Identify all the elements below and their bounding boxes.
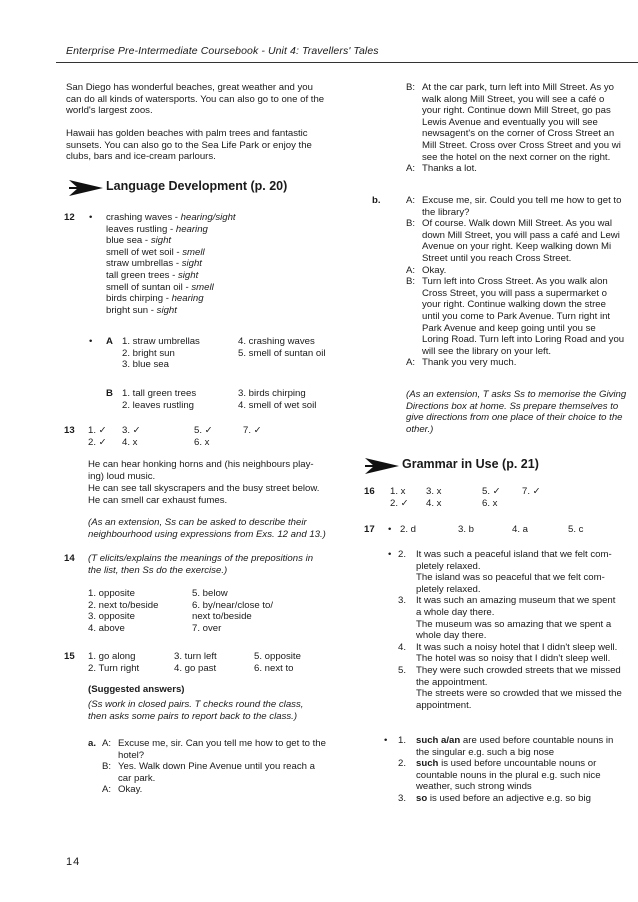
dialogue-line: At the car park, turn left into Mill Street. As yo (422, 82, 614, 93)
suggested-answers-label: (Suggested answers) (88, 684, 185, 695)
teacher-note: Directions box at home. Ss prepare themselves to (406, 400, 619, 412)
answer-item: 5. smell of suntan oil (238, 347, 326, 359)
answer-item: 6. by/near/close to/ (192, 599, 274, 611)
grammar-rule: so is used before an adjective e.g. so big (416, 793, 591, 804)
teacher-note: (Ss work in closed pairs. T checks round the class, (88, 699, 304, 710)
dialogue-line: Yes. Walk down Pine Avenue until you reach a (118, 761, 315, 773)
grammar-keyword: so (416, 793, 428, 804)
dialogue-line: Okay. (118, 784, 143, 796)
speaker-label: A: (406, 264, 416, 276)
bullet: • (384, 735, 388, 746)
answer-paragraph: He can see tall skyscrapers and the busy street below. (88, 483, 320, 494)
sense-list-item: leaves rustling - hearing (106, 223, 208, 235)
dialogue-line: Of course. Walk down Mill Street. As you wal (422, 218, 612, 230)
bullet: • (89, 336, 93, 347)
sense-list-item: straw umbrellas - sight (106, 258, 202, 270)
section-arrow-icon (364, 456, 400, 476)
intro-paragraph: world's largest zoos. (66, 105, 153, 117)
grammar-rule: the singular e.g. such a big nose (416, 746, 555, 758)
item-number: 2. (398, 758, 407, 770)
check-answer: 3. x (426, 486, 442, 497)
answer-paragraph: He can smell car exhaust fumes. (88, 494, 228, 506)
speaker-label: A: (102, 784, 112, 796)
check-answer: 6. x (194, 437, 210, 448)
speaker-label: A: (406, 163, 416, 175)
answer-item: 3. opposite (88, 611, 135, 623)
dialogue-line: Turn left into Cross Street. As you walk alon (422, 276, 608, 288)
exercise-number: 14 (64, 553, 75, 564)
section-title-language-development: Language Development (p. 20) (106, 179, 288, 193)
answer-sentence: whole day there. (416, 630, 487, 642)
answer-item: 3. turn left (174, 651, 217, 662)
dialogue-line: Thanks a lot. (422, 163, 477, 175)
grammar-keyword: such (416, 758, 439, 770)
answer-sentence: It was such a noisy hotel that I didn't sleep well. (416, 641, 618, 653)
running-header: Enterprise Pre-Intermediate Coursebook - Unit 4: Travellers' Tales (66, 45, 379, 57)
teacher-note: the list, then Ss do the exercise.) (88, 564, 228, 576)
dialogue-line: Mill Street. Cross over Cross Street and you wi (422, 140, 621, 151)
teacher-note: give directions from one place of their choice to the (406, 412, 623, 424)
dialogue-line: Avenue on your right. Keep walking down Mi (422, 241, 612, 253)
dialogue-line: see the hotel on the next corner on the right. (422, 151, 611, 163)
check-answer: 7. ✓ (243, 425, 262, 436)
sense-list-item: blue sea - sight (106, 235, 172, 247)
speaker-label: A: (102, 738, 112, 749)
grammar-rule: countable nouns in the plural e.g. such nice (416, 769, 601, 781)
check-answer: 5. ✓ (194, 425, 213, 436)
dialogue-line: Thank you very much. (422, 357, 517, 369)
grammar-rule: such is used before uncountable nouns or (416, 758, 597, 770)
dialogue-line: Cross Street, you will pass a supermarket o (422, 287, 608, 299)
item-number: 3. (398, 595, 407, 607)
answer-item: next to/beside (192, 611, 252, 623)
answer-item: 2. leaves rustling (122, 399, 194, 411)
exercise-number: 16 (364, 486, 375, 497)
teacher-note: neighbourhood using expressions from Exs. 12 and 13.) (88, 528, 326, 540)
intro-paragraph: can do all kinds of watersports. You can also go to one of the (66, 93, 325, 105)
answer-item: 1. tall green trees (122, 388, 197, 399)
dialogue-label-b: b. (372, 195, 381, 206)
header-rule (56, 62, 638, 63)
item-number: 3. (398, 793, 407, 804)
answer-item: 1. opposite (88, 588, 135, 599)
dialogue-line: Excuse me, sir. Can you tell me how to get to the (118, 738, 326, 749)
exercise-number: 15 (64, 651, 75, 662)
check-answer: 7. ✓ (522, 486, 541, 497)
answer-sentence: pletely relaxed. (416, 560, 481, 572)
item-number: 1. (398, 735, 407, 746)
exercise-number: 12 (64, 212, 75, 223)
exercise-number: 13 (64, 425, 75, 436)
answer-paragraph: ing) loud music. (88, 470, 156, 482)
sense-list-item: crashing waves - hearing/sight (106, 212, 236, 223)
answer-sentence: They were such crowded streets that we missed (416, 665, 621, 676)
page-number: 14 (66, 856, 81, 868)
dialogue-line: your right. Continue walking down the stree (422, 299, 606, 311)
check-answer: 4. x (122, 437, 138, 448)
exercise-number: 17 (364, 524, 375, 535)
answer-item: 7. over (192, 622, 222, 634)
sense-list-item: birds chirping - hearing (106, 293, 204, 305)
answer-item: 2. next to/beside (88, 599, 159, 611)
answer-item: 3. birds chirping (238, 388, 306, 399)
match-answer: 2. d (400, 524, 417, 535)
intro-paragraph: clubs, bars and ice-cream parlours. (66, 151, 216, 163)
bullet: • (388, 524, 392, 535)
answer-sentence: the appointment. (416, 676, 488, 688)
grammar-rule: weather, such strong winds (416, 781, 532, 793)
answer-item: 4. crashing waves (238, 336, 315, 347)
sense-list-item: tall green trees - sight (106, 270, 199, 281)
answer-sentence: a whole day there. (416, 607, 495, 618)
intro-paragraph: Hawaii has golden beaches with palm trees and fantastic (66, 128, 308, 139)
answer-sentence: pletely relaxed. (416, 583, 481, 595)
check-answer: 1. ✓ (88, 425, 107, 436)
check-answer: 4. x (426, 498, 442, 509)
match-answer: 5. c (568, 524, 584, 535)
check-answer: 1. x (390, 486, 406, 497)
answer-item: 5. below (192, 588, 228, 599)
answer-item: 3. blue sea (122, 359, 169, 371)
dialogue-line: Okay. (422, 264, 447, 276)
check-answer: 6. x (482, 498, 498, 509)
section-title-grammar-in-use: Grammar in Use (p. 21) (402, 457, 539, 471)
answer-item: 1. go along (88, 651, 136, 662)
answer-item: 4. smell of wet soil (238, 399, 317, 411)
speaker-label: A: (406, 357, 416, 369)
teacher-note: (As an extension, Ss can be asked to describe their (88, 517, 307, 528)
answer-sentence: The streets were so crowded that we missed the (416, 688, 622, 700)
teacher-note: other.) (406, 423, 434, 435)
answer-item: 2. Turn right (88, 662, 140, 674)
teacher-note: (T elicits/explains the meanings of the prepositions in (88, 553, 314, 564)
match-answer: 3. b (458, 524, 475, 535)
check-answer: 3. ✓ (122, 425, 141, 436)
teacher-note: then asks some pairs to report back to the class.) (88, 710, 298, 722)
sense-list-item: bright sun - sight (106, 304, 177, 316)
dialogue-line: Street until you reach Cross Street. (422, 253, 572, 264)
answer-sentence: It was such an amazing museum that we spent (416, 595, 616, 607)
grammar-rule: such a/an are used before countable nouns in (416, 735, 614, 746)
speaker-label: B: (406, 276, 416, 288)
item-number: 2. (398, 549, 407, 560)
speaker-label: A: (406, 195, 416, 206)
grammar-keyword: such a/an (416, 735, 461, 746)
match-answer: 4. a (512, 524, 529, 535)
dialogue-line: Lewis Avenue and eventually you will see (422, 116, 598, 128)
answer-item: 1. straw umbrellas (122, 336, 200, 347)
dialogue-line: Excuse me, sir. Could you tell me how to get to (422, 195, 622, 206)
answer-paragraph: He can hear honking horns and (his neighbours play- (88, 459, 314, 470)
intro-paragraph: San Diego has wonderful beaches, great weather and you (66, 82, 313, 93)
answer-item: 5. opposite (254, 651, 301, 662)
section-arrow-icon (68, 178, 104, 198)
answer-item: 4. above (88, 622, 125, 634)
check-answer: 2. ✓ (88, 437, 107, 448)
dialogue-line: hotel? (118, 749, 145, 761)
dialogue-line: your right. Continue down Mill Street, go pas (422, 105, 611, 117)
dialogue-line: walk along Mill Street, you will see a café o (422, 93, 605, 105)
dialogue-line: will see the library on your left. (422, 345, 552, 357)
item-number: 4. (398, 641, 407, 653)
answer-sentence: The museum was so amazing that we spent a (416, 618, 612, 630)
dialogue-label-a: a. (88, 738, 97, 749)
answer-item: 2. bright sun (122, 347, 175, 359)
bullet: • (89, 212, 93, 223)
sense-list-item: smell of wet soil - smell (106, 246, 205, 258)
answer-sentence: appointment. (416, 699, 472, 711)
dialogue-line: Loring Road. Turn left into Loring Road and you (422, 334, 625, 346)
speaker-label: B: (406, 82, 416, 93)
speaker-label: B: (102, 761, 112, 773)
answer-item: 4. go past (174, 662, 217, 674)
answer-sentence: The hotel was so noisy that I didn't sleep well. (416, 653, 611, 665)
dialogue-line: Park Avenue and keep going until you se (422, 322, 596, 334)
dialogue-line: car park. (118, 772, 156, 784)
dialogue-line: newsagent's on the corner of Cross Street an (422, 128, 615, 140)
answer-sentence: The island was so peaceful that we felt com- (416, 572, 605, 584)
item-number: 5. (398, 665, 407, 676)
dialogue-line: until you come to Park Avenue. Turn right int (422, 311, 611, 322)
check-answer: 5. ✓ (482, 486, 501, 497)
answer-sentence: It was such a peaceful island that we felt com- (416, 549, 612, 560)
part-label-b: B (106, 388, 113, 399)
speaker-label: B: (406, 218, 416, 230)
intro-paragraph: sunsets. You can also go to the Sea Life Park or enjoy the (66, 139, 312, 151)
sense-list-item: smell of suntan oil - smell (106, 281, 214, 293)
teacher-note: (As an extension, T asks Ss to memorise the Giving (406, 389, 627, 400)
part-label-a: A (106, 336, 113, 347)
dialogue-line: the library? (422, 206, 470, 218)
bullet: • (388, 549, 392, 560)
check-answer: 2. ✓ (390, 498, 409, 509)
dialogue-line: down Mill Street, you will pass a café and Lewi (422, 229, 620, 241)
answer-item: 6. next to (254, 662, 294, 674)
